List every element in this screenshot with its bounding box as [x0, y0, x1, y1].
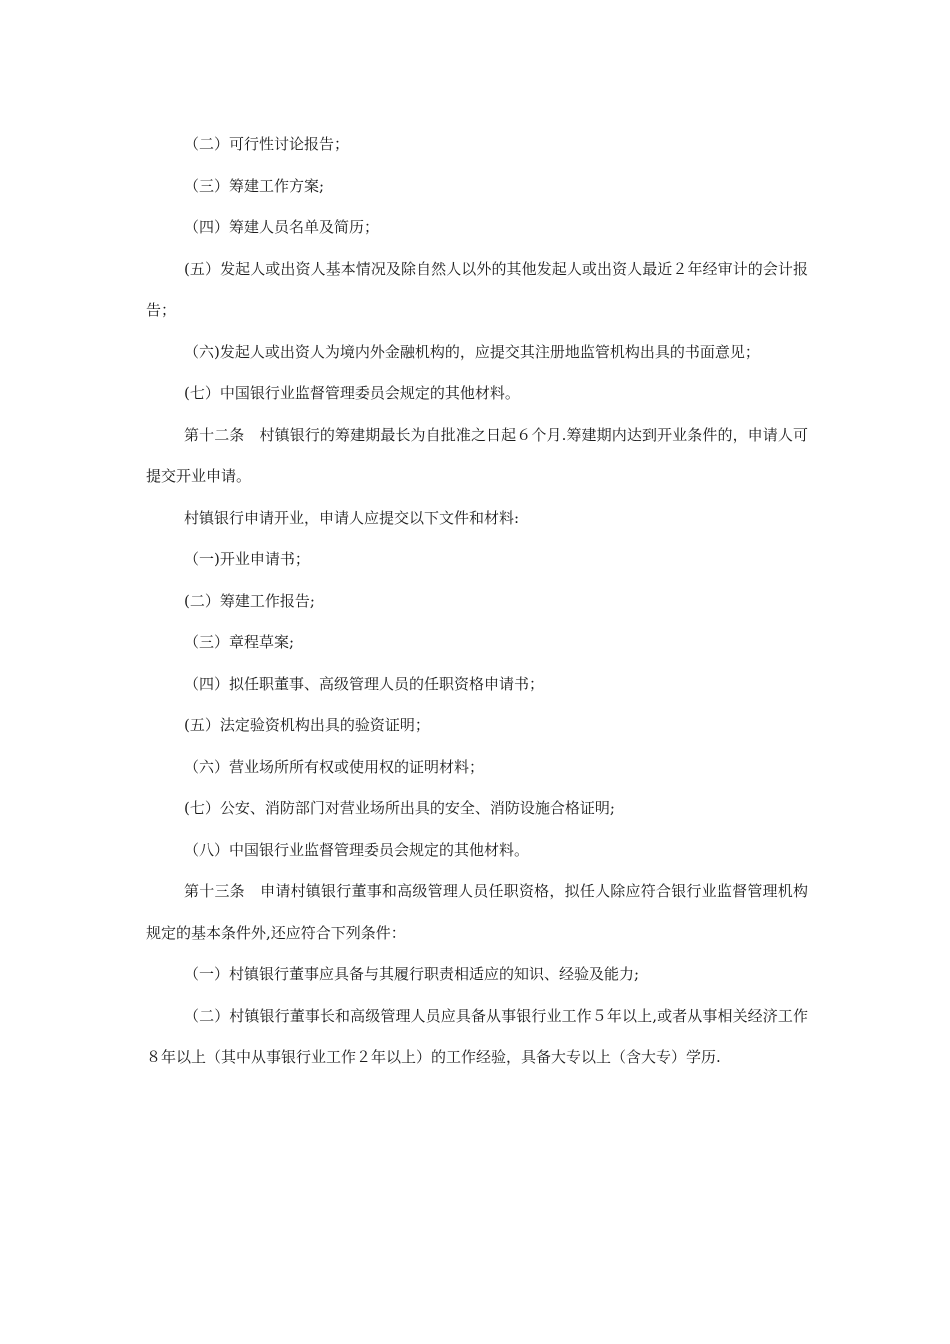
qualification-item-2: （二）村镇银行董事长和高级管理人员应具备从事银行业工作５年以上,或者从事相关经济工作８年以上（其中从事银行业工作２年以上）的工作经验，具备大专以上（含大专）学历. — [146, 1006, 808, 1066]
qualification-item-1: （一）村镇银行董事应具备与其履行职责相适应的知识、经验及能力; — [184, 965, 640, 983]
paragraph-item-5: (五）发起人或出资人基本情况及除自然人以外的其他发起人或出资人最近２年经审计的会计报告； — [146, 259, 808, 319]
article-13: 第十三条 申请村镇银行董事和高级管理人员任职资格，拟任人除应符合银行业监督管理机构规定的基本条件外,还应符合下列条件： — [146, 882, 808, 942]
paragraph-item-7: (七）中国银行业监督管理委员会规定的其他材料。 — [184, 384, 520, 402]
opening-item-1: （一)开业申请书； — [184, 550, 310, 568]
paragraph-item-4: （四）筹建人员名单及简历； — [184, 218, 380, 236]
opening-item-2: (二）筹建工作报告; — [184, 591, 315, 610]
paragraph-item-6: （六)发起人或出资人为境内外金融机构的，应提交其注册地监管机构出具的书面意见； — [184, 342, 760, 361]
paragraph-item-3: （三）筹建工作方案; — [184, 176, 325, 195]
opening-item-5: (五）法定验资机构出具的验资证明； — [184, 716, 430, 734]
paragraph-item-2: （二）可行性讨论报告； — [184, 135, 350, 153]
opening-intro: 村镇银行申请开业，申请人应提交以下文件和材料: — [184, 508, 520, 527]
opening-item-3: （三）章程草案; — [184, 633, 295, 651]
document-body — [146, 124, 808, 1079]
opening-item-6: （六）营业场所所有权或使用权的证明材料； — [184, 757, 485, 776]
opening-item-8: （八）中国银行业监督管理委员会规定的其他材料。 — [184, 840, 530, 859]
opening-item-4: （四）拟任职董事、高级管理人员的任职资格申请书； — [184, 674, 545, 693]
article-12: 第十二条 村镇银行的筹建期最长为自批准之日起６个月.筹建期内达到开业条件的，申请人可提交开业申请。 — [146, 425, 808, 485]
opening-item-7: (七）公安、消防部门对营业场所出具的安全、消防设施合格证明; — [184, 799, 615, 817]
